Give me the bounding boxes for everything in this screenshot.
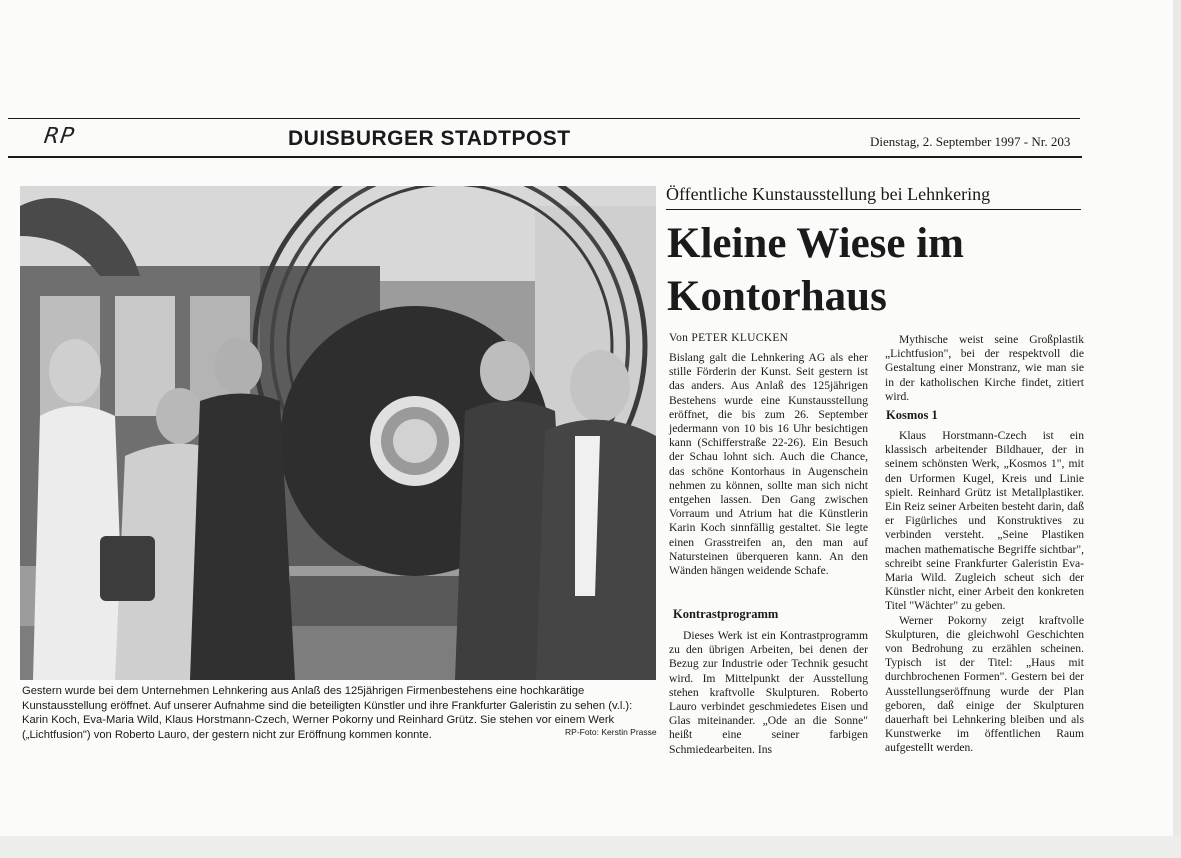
- photo-caption: Gestern wurde bei dem Unternehmen Lehnkering aus Anlaß des 125jährigen Firmenbestehens eine hochkarätige Kunstausstellung eröffnet. Auf unserer Aufnahme sind die beteiligten Künstler und ihre Frankfurter Galeristin zu sehen (v.l.): Karin Koch, Eva-Maria Wild, Klaus Horstmann-Czech, Werner Pokorny und Reinhard Grütz. Sie stehen vor einem Werk („Lichtfusion") von Roberto Lauro, der gestern nicht zur Eröffnung kommen konnte.: [22, 685, 633, 741]
- article-column-2b: [885, 429, 1084, 756]
- photo-credit: RP-Foto: Kerstin Prasse: [565, 727, 657, 737]
- article-column-1: [669, 351, 868, 578]
- col1-paragraph-2: Dieses Werk ist ein Kontrastprogramm zu den übrigen Arbeiten, bei denen der Bezug zur Industrie oder Technik gesucht wird. Im Mittelpunkt der Ausstellung stehen kraftvolle Skulpturen. Roberto Lauro verbindet geschmiedetes Eisen und Glas miteinander. „Ode an die Sonne" heißt eine seiner farbigen Schmiedearbeiten. Ins: [669, 629, 868, 756]
- col1-subhead: Kontrastprogramm: [673, 607, 779, 621]
- handwritten-mark: RP: [42, 124, 77, 149]
- article-column-1b: [669, 629, 868, 757]
- scan-edge: [1173, 0, 1181, 858]
- scan-bottom-edge: [0, 836, 1181, 858]
- col2-subhead: Kosmos 1: [886, 408, 938, 422]
- kicker: Öffentliche Kunstausstellung bei Lehnkering: [666, 184, 991, 204]
- col2-paragraph-2: Klaus Horstmann-Czech ist ein klassisch arbeitender Bildhauer, der in seinem schönsten Werk, „Kosmos 1", mit den Urformen Kugel, Kreis und Linie spielt. Reinhard Grütz ist Metallplastiker. Ein Reiz seiner Arbeiten besteht darin, daß er Figürliches und Konstruktives zu verbinden versteht. „Seine Plastiken machen mathematische Begriffe sichtbar", schreibt seine Frankfurter Galeristin Eva-Maria Wild. Zugleich scheut sich der Künstler nicht, einer Arbeit den konkreten Titel "Wächter" zu geben.: [885, 429, 1084, 613]
- byline: Von PETER KLUCKEN: [669, 332, 789, 344]
- article-photo: [20, 186, 656, 680]
- dateline: Dienstag, 2. September 1997 - Nr. 203: [870, 134, 1071, 149]
- headline: [667, 217, 1087, 323]
- photo-sculpture-and-people: [20, 186, 656, 680]
- kicker-rule: [666, 209, 1081, 210]
- masthead: DUISBURGER STADTPOST: [288, 127, 571, 150]
- article-column-2: [885, 333, 1084, 404]
- col1-paragraph-1: Bislang galt die Lehnkering AG als eher stille Förderin der Kunst. Seit gestern ist das anders. Aus Anlaß des 125jährigen Bestehens wurde eine Kunstausstellung eröffnet, die bis zum 26. September jedermann von 10 bis 16 Uhr besichtigen kann (Schifferstraße 22-26). Ein Besuch der Schau lohnt sich. Auch die Chance, das schöne Kontorhaus in Augenschein nehmen zu können, sollte man sich nicht entgehen lassen. Den Gang zwischen Vorraum und Atrium hat die Künstlerin Karin Koch sinnfällig gestaltet. Sie legte einen Grasstreifen an, den man auf Natursteinen überqueren kann. An den Wänden hängen weidende Schafe.: [669, 351, 868, 578]
- col2-paragraph-1: Mythische weist seine Großplastik „Lichtfusion", bei der respektvoll die Gestaltung einer Monstranz, wie man sie in der katholischen Kirche findet, zitiert wird.: [885, 333, 1084, 403]
- top-rule: [8, 118, 1080, 119]
- headline-line-1: Kleine Wiese im: [667, 220, 964, 267]
- headline-line-2: Kontorhaus: [667, 273, 887, 320]
- col2-paragraph-3: Werner Pokorny zeigt kraftvolle Skulpturen, die gleichwohl Geschichten von Bedrohung zu erzählen scheinen. Typisch ist der Titel: „Haus mit durchbrochenen Formen". Gestern bei der Ausstellungseröffnung wurde der Plan geboren, daß einige der Skulpturen dauerhaft bei Lehnkering bleiben und als Kunstwerke im öffentlichen Raum aufgestellt werden.: [885, 613, 1084, 755]
- masthead-rule: [8, 156, 1082, 158]
